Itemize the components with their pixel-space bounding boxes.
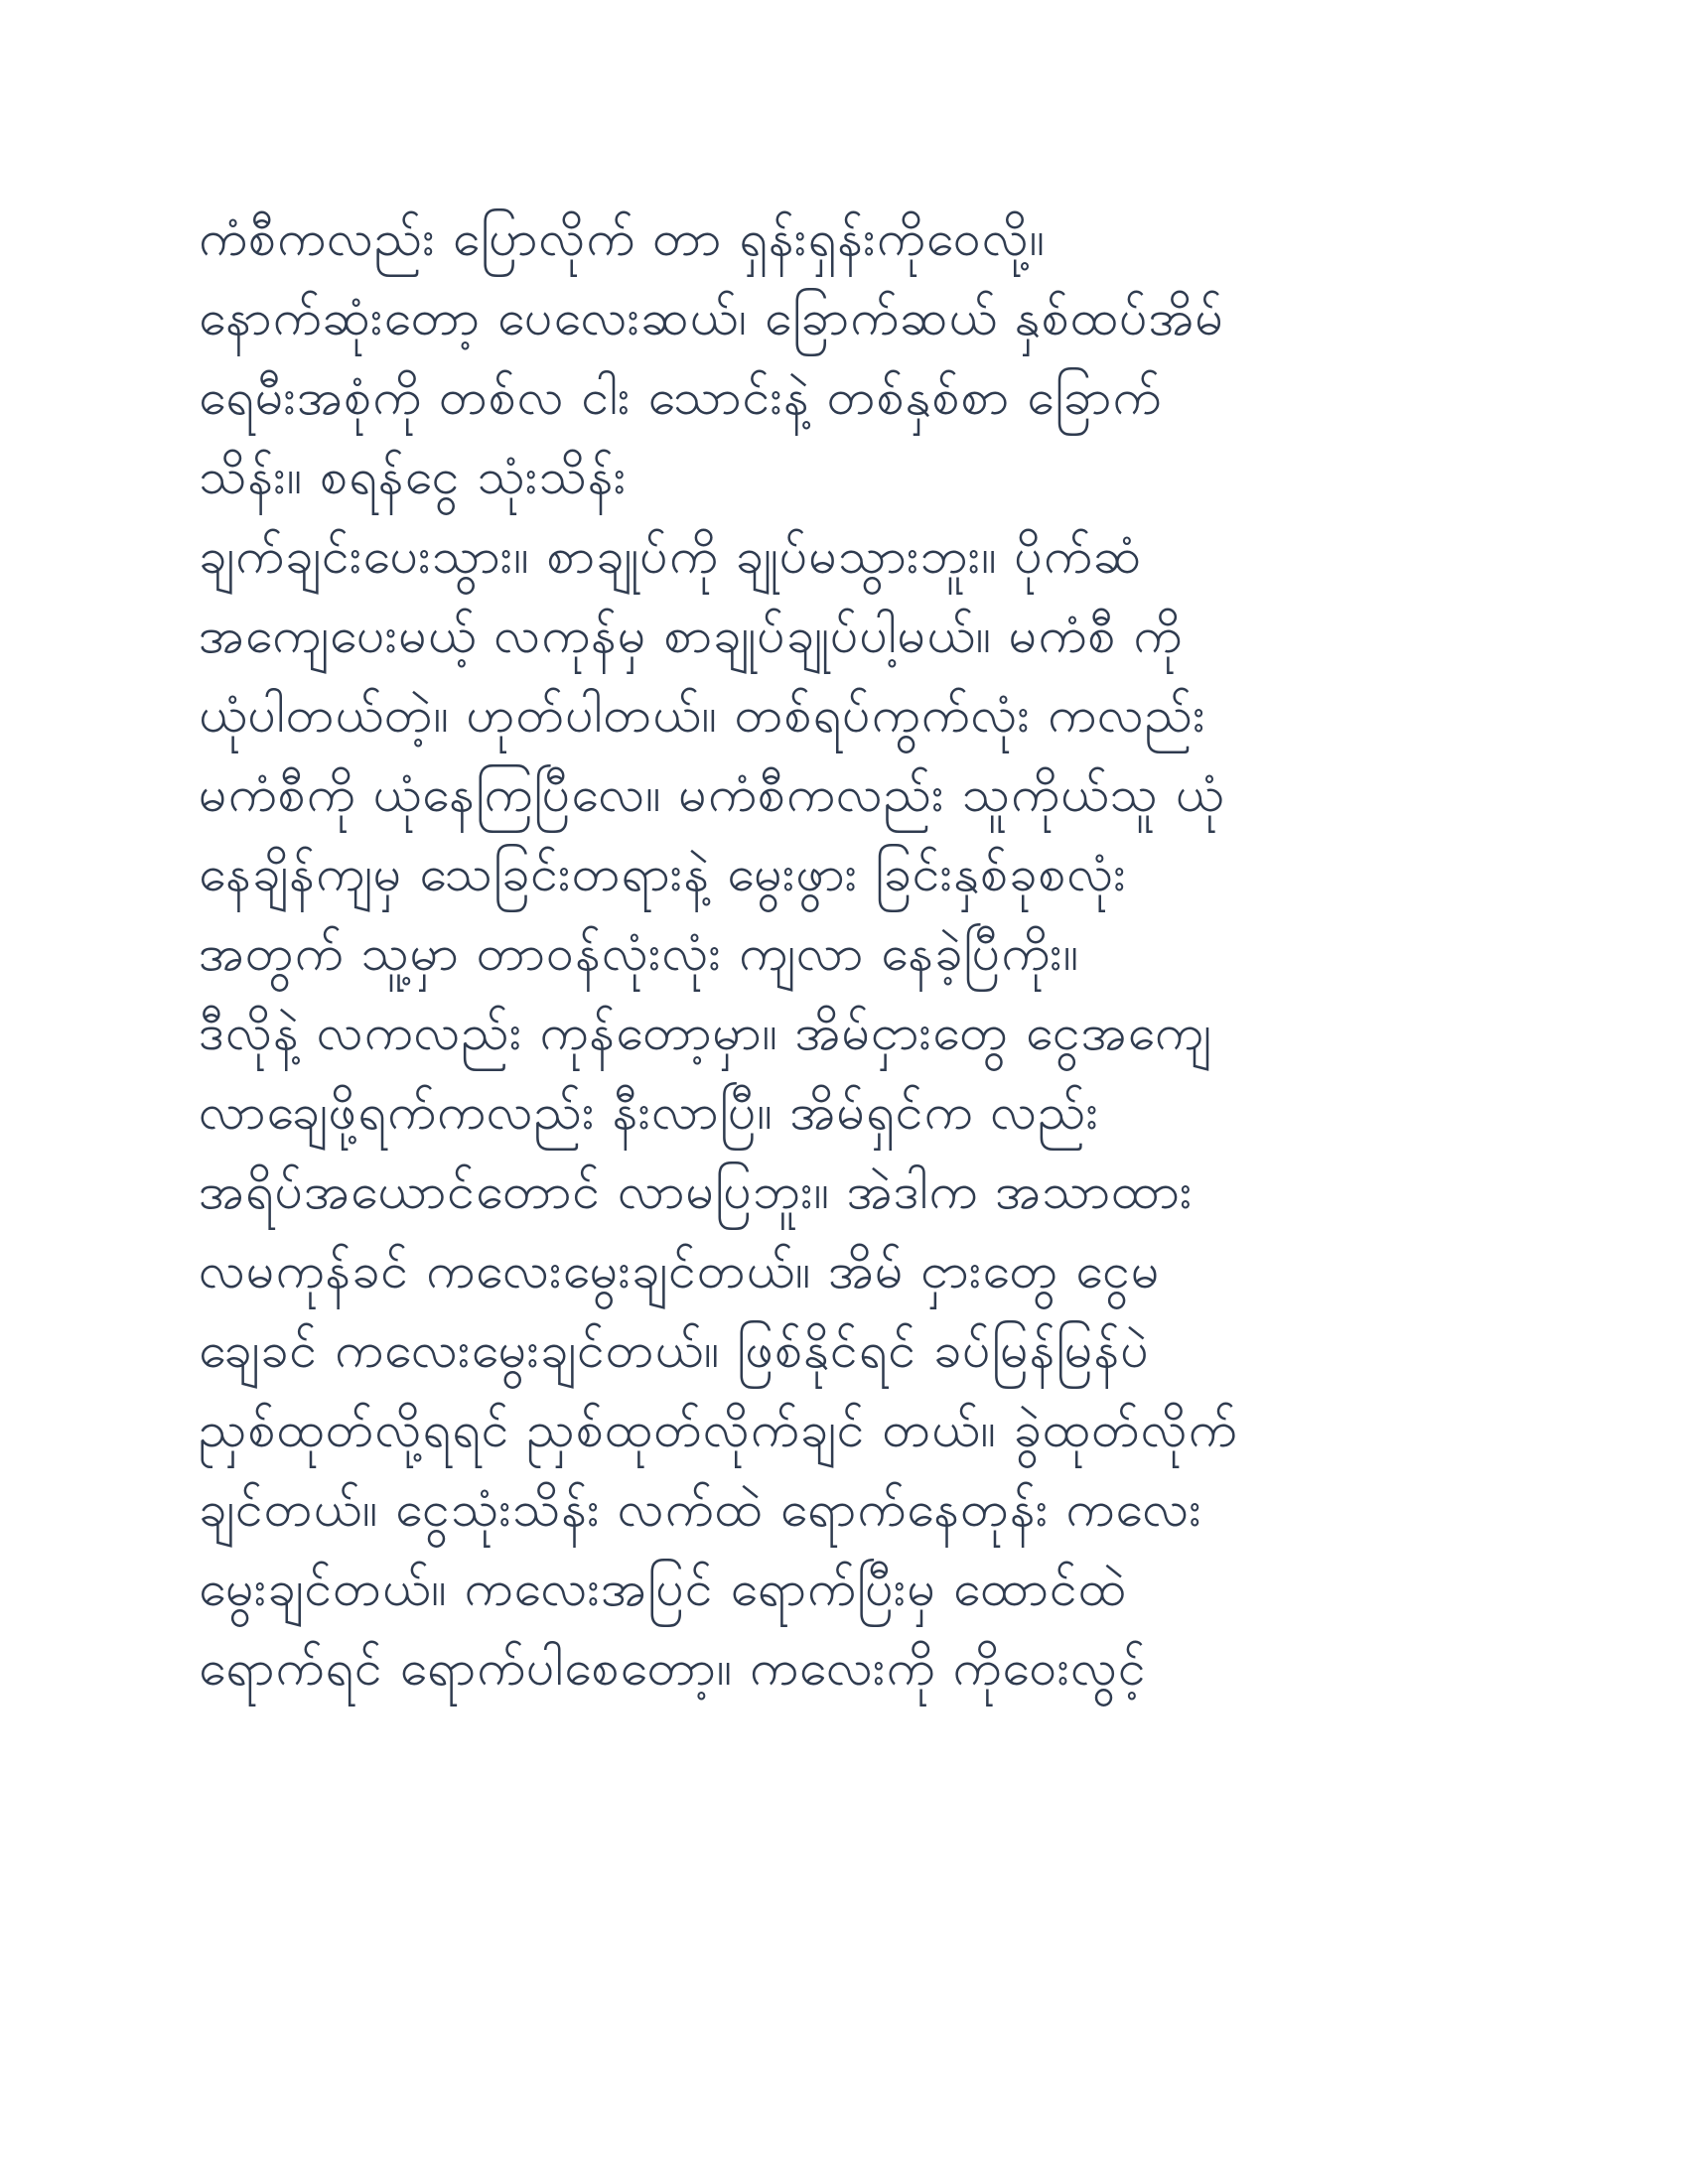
text-line: ယုံပါတယ်တဲ့။ ဟုတ်ပါတယ်။ တစ်ရပ်ကွက်လုံး ကလည်း	[199, 686, 1206, 744]
text-line: လာချေဖို့ရက်ကလည်း နီးလာပြီ။ အိမ်ရှင်က လည်း	[199, 1083, 1100, 1141]
text-line: မွေးချင်တယ်။ ကလေးအပြင် ရောက်ပြီးမှ ထောင်ထဲ	[199, 1560, 1128, 1617]
text-line: သိန်း။ စရန်ငွေ သုံးသိန်း	[199, 448, 628, 505]
text-line: အကျေပေးမယ့် လကုန်မှ စာချုပ်ချုပ်ပါ့မယ်။ မကံစီ ကို	[199, 607, 1184, 664]
text-line: ရောက်ရင် ရောက်ပါစေတော့။ ကလေးကို ကိုဝေးလွင့်	[199, 1639, 1147, 1697]
text-line: နေချိန်ကျမှ သေခြင်းတရားနဲ့ မွေးဖွား ခြင်းနှစ်ခုစလုံး	[199, 845, 1127, 902]
text-line: ကံစီကလည်း ပြောလိုက် တာ ရှန်းရှန်းကိုဝေလို့။	[199, 209, 1046, 267]
text-line: အရိပ်အယောင်တောင် လာမပြဘူး။ အဲဒါက အသာထား	[199, 1162, 1194, 1220]
text-line: လမကုန်ခင် ကလေးမွေးချင်တယ်။ အိမ် ငှားတွေ ငွေမ	[199, 1242, 1161, 1299]
text-line: အတွက် သူ့မှာ တာဝန်လုံးလုံး ကျလာ နေခဲ့ပြီကိုး။	[199, 924, 1079, 982]
text-line: နောက်ဆုံးတော့ ပေလေးဆယ်၊ ခြောက်ဆယ် နှစ်ထပ်အိမ်	[199, 289, 1225, 346]
body-text	[199, 199, 1489, 1707]
text-line: မကံစီကို ယုံနေကြပြီလေ။ မကံစီကလည်း သူကိုယ်သူ ယုံ	[199, 765, 1225, 823]
text-line: ချက်ချင်းပေးသွား။ စာချုပ်ကို ချုပ်မသွားဘူး။ ပိုက်ဆံ	[199, 527, 1143, 585]
text-line: ရေမီးအစုံကို တစ်လ ငါး သောင်းနဲ့ တစ်နှစ်စာ ခြောက်	[199, 368, 1163, 426]
text-line: ချင်တယ်။ ငွေသုံးသိန်း လက်ထဲ ရောက်နေတုန်း ကလေး	[199, 1480, 1202, 1538]
text-line: ဒီလိုနဲ့ လကလည်း ကုန်တော့မှာ။ အိမ်ငှားတွေ ငွေအကျေ	[199, 1004, 1212, 1061]
text-line: ချေခင် ကလေးမွေးချင်တယ်။ ဖြစ်နိုင်ရင် ခပ်မြန်မြန်ပဲ	[199, 1321, 1150, 1379]
text-line: ညှစ်ထုတ်လို့ရရင် ညှစ်ထုတ်လိုက်ချင် တယ်။ ခွဲထုတ်လိုက်	[199, 1401, 1238, 1458]
